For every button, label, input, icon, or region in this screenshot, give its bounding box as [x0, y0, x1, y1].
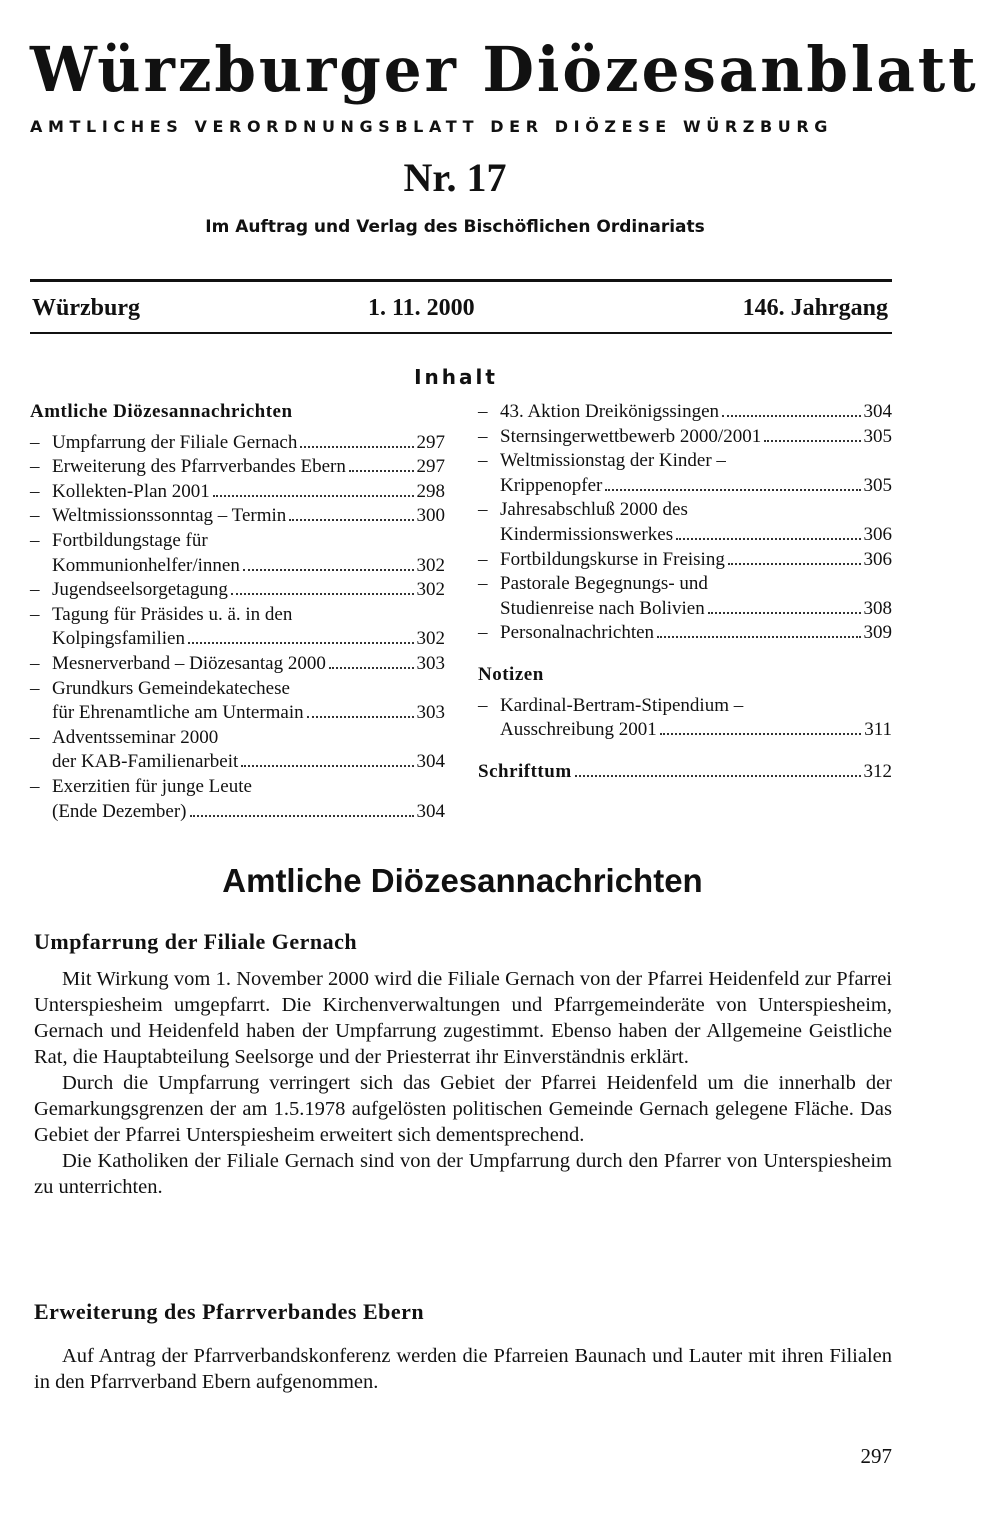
toc-entry-line	[52, 431, 445, 456]
toc-entry[interactable]	[478, 572, 892, 621]
toc-dash: –	[478, 450, 488, 472]
toc-dash: –	[30, 480, 40, 502]
toc-entry-text: Adventsseminar 2000	[52, 726, 219, 748]
toc-dash: –	[478, 573, 488, 595]
toc-entry-line	[52, 726, 445, 751]
toc-page-number: 309	[863, 622, 892, 644]
toc-entry-line	[500, 548, 892, 573]
toc-notizen-entries	[478, 694, 892, 743]
toc-page-number: 305	[863, 425, 892, 447]
toc-entry[interactable]	[30, 726, 445, 775]
toc-dash: –	[478, 694, 488, 716]
toc-leader	[231, 593, 414, 595]
toc-entry[interactable]	[30, 431, 445, 456]
toc-page-number: 300	[416, 505, 445, 527]
toc-page-number: 298	[416, 480, 445, 502]
toc-schrifttum-label: Schrifttum	[478, 760, 572, 782]
toc-dash: –	[30, 652, 40, 674]
toc-leader	[307, 716, 414, 718]
toc-entry-line	[52, 480, 445, 505]
toc-entry-text: Grundkurs Gemeindekatechese	[52, 677, 290, 699]
toc-entry[interactable]	[30, 677, 445, 726]
toc-entry-text: Personalnachrichten	[500, 622, 655, 644]
toc-leader	[728, 563, 861, 565]
toc-page-number: 302	[416, 579, 445, 601]
toc-leader	[329, 667, 414, 669]
toc-entry-line	[500, 449, 892, 474]
toc-page-number: 311	[864, 719, 892, 741]
toc-entry-line	[500, 572, 892, 597]
toc-entry[interactable]	[30, 529, 445, 578]
toc-entry[interactable]	[30, 578, 445, 603]
toc-entry-text: Pastorale Begegnungs- und	[500, 573, 708, 595]
toc-leader	[605, 489, 860, 491]
toc-dash: –	[30, 603, 40, 625]
toc-entry[interactable]	[478, 449, 892, 498]
toc-dash: –	[30, 579, 40, 601]
toc-page-number: 297	[416, 456, 445, 478]
toc-leader	[289, 519, 413, 521]
main-heading: Amtliche Diözesannachrichten	[222, 862, 703, 899]
toc-page-number: 312	[863, 760, 892, 782]
toc-entry-text: Kindermissionswerkes	[500, 523, 674, 545]
toc-entry-text: (Ende Dezember)	[52, 800, 187, 822]
toc-page-number: 304	[863, 401, 892, 422]
toc-entry-text: Kardinal-Bertram-Stipendium –	[500, 694, 744, 716]
toc-entry[interactable]	[478, 548, 892, 573]
body-paragraph: Mit Wirkung vom 1. November 2000 wird die Filiale Gernach von der Pfarrei Heidenfeld zur Pfarrei Unterspiesheim umgepfarrt. Die Kirchenverwaltungen und Pfarrgemeinderäte von Unterspiesheim, Gernach und Heidenfeld haben der Umpfarrung zugestimmt. Ebenso haben der Allgemeine Geistliche Rat, die Hauptabteilung Seelsorge und der Priesterrat ihr Einverständnis erklärt.	[34, 968, 892, 1068]
toc-title: Inhalt	[414, 365, 498, 389]
toc-entry-text: 43. Aktion Dreikönigssingen	[500, 401, 720, 422]
toc-entry-text: Jugendseelsorgetagung	[52, 579, 228, 601]
toc-section-label: Amtliche Diözesannachrichten	[30, 401, 293, 422]
toc-leader	[708, 612, 861, 614]
toc-entry-line	[52, 529, 445, 554]
toc-entry[interactable]	[478, 621, 892, 646]
toc-left-entries	[30, 431, 445, 825]
toc-entry-line	[52, 603, 445, 628]
toc-entry-text: Exerzitien für junge Leute	[52, 775, 252, 797]
toc-dash: –	[478, 548, 488, 570]
toc-page-number: 305	[863, 474, 892, 496]
toc-entry-text: Weltmissionssonntag – Termin	[52, 505, 287, 527]
toc-entry-text: Kommunionhelfer/innen	[52, 554, 240, 576]
toc-entry[interactable]	[30, 652, 445, 677]
toc-entry[interactable]	[30, 603, 445, 652]
toc-entry[interactable]	[478, 694, 892, 743]
toc-entry-line	[52, 578, 445, 603]
toc-dash: –	[30, 726, 40, 748]
toc-entry-line	[52, 750, 445, 775]
toc-dash: –	[30, 677, 40, 699]
toc-leader	[676, 538, 860, 540]
toc-dash: –	[478, 499, 488, 521]
toc-right-column	[478, 400, 892, 784]
toc-dash: –	[478, 425, 488, 447]
toc-leader	[722, 415, 860, 417]
toc-leader	[241, 765, 413, 767]
toc-page-number: 303	[416, 652, 445, 674]
toc-leader	[213, 495, 414, 497]
section-body-erweiterung	[34, 1343, 892, 1395]
toc-entry-line	[52, 652, 445, 677]
toc-entry-text: der KAB-Familienarbeit	[52, 751, 239, 773]
toc-page-number: 297	[416, 431, 445, 453]
toc-entry-text: Fortbildungskurse in Freising	[500, 548, 725, 570]
toc-entry[interactable]	[30, 455, 445, 480]
toc-leader	[349, 470, 414, 472]
toc-entry-line	[500, 694, 892, 719]
toc-notizen-label: Notizen	[478, 663, 544, 685]
toc-page-number: 302	[416, 554, 445, 576]
publication-title: Würzburger Diözesanblatt	[30, 33, 979, 106]
toc-entry-line	[500, 621, 892, 646]
toc-left-column	[30, 400, 445, 824]
toc-page-number: 308	[863, 597, 892, 619]
toc-entry-line	[52, 504, 445, 529]
section-heading-umpfarrung: Umpfarrung der Filiale Gernach	[34, 929, 358, 954]
toc-entry[interactable]	[478, 425, 892, 450]
toc-entry-text: Fortbildungstage für	[52, 529, 208, 551]
toc-entry-line	[52, 800, 445, 825]
toc-entry-line	[500, 597, 892, 622]
toc-page-number: 304	[416, 800, 445, 822]
section-body-umpfarrung	[34, 966, 892, 1200]
toc-leader	[188, 642, 414, 644]
publisher-line: Im Auftrag und Verlag des Bischöflichen Ordinariats	[205, 217, 705, 237]
dateline-volume: 146. Jahrgang	[742, 295, 888, 321]
toc-entry-text: Sternsingerwettbewerb 2000/2001	[500, 425, 762, 447]
toc-entry-text: Umpfarrung der Filiale Gernach	[52, 431, 298, 453]
toc-entry-text: Studienreise nach Bolivien	[500, 597, 705, 619]
toc-dash: –	[478, 401, 488, 422]
toc-entry-text: Kolpingsfamilien	[52, 628, 185, 650]
toc-page-number: 302	[416, 628, 445, 650]
publication-subtitle: AMTLICHES VERORDNUNGSBLATT DER DIÖZESE WÜRZBURG	[30, 117, 833, 136]
toc-entry-line	[52, 701, 445, 726]
toc-entry-text: Ausschreibung 2001	[500, 719, 657, 741]
toc-entry-text: Erweiterung des Pfarrverbandes Ebern	[52, 456, 346, 478]
toc-entry-text: Jahresabschluß 2000 des	[500, 499, 688, 521]
page-number: 297	[860, 1444, 892, 1468]
toc-leader	[660, 733, 861, 735]
toc-entry-text: Weltmissionstag der Kinder –	[500, 450, 726, 472]
toc-entry[interactable]	[30, 775, 445, 824]
toc-leader	[764, 440, 860, 442]
toc-entry-line	[500, 523, 892, 548]
toc-leader	[300, 446, 413, 448]
body-paragraph: Auf Antrag der Pfarrverbandskonferenz werden die Pfarreien Baunach und Lauter mit ihren Filialen in den Pfarrverband Ebern aufgenommen.	[34, 1345, 892, 1393]
toc-entry[interactable]	[478, 498, 892, 547]
body-paragraph: Durch die Umpfarrung verringert sich das Gebiet der Pfarrei Heidenfeld um die innerhalb der Gemarkungsgrenzen der am 1.5.1978 aufgelösten politischen Gemeinde Gernach gelegene Fläche. Das Gebiet der Pfarrei Unterspiesheim erweitert sich dementsprechend.	[34, 1072, 892, 1146]
toc-dash: –	[30, 431, 40, 453]
toc-dash: –	[30, 505, 40, 527]
toc-page-number: 304	[416, 751, 445, 773]
toc-schrifttum-entry[interactable]	[478, 760, 892, 785]
toc-entry-line	[500, 425, 892, 450]
toc-entry-line	[500, 474, 892, 499]
dateline-place: Würzburg	[32, 295, 140, 321]
toc-entry-line	[52, 775, 445, 800]
toc-entry[interactable]	[30, 480, 445, 505]
toc-leader	[243, 569, 414, 571]
body-paragraph: Die Katholiken der Filiale Gernach sind von der Umpfarrung durch den Pfarrer von Unterspiesheim zu unterrichten.	[34, 1150, 892, 1198]
toc-entry[interactable]	[30, 504, 445, 529]
toc-leader	[575, 775, 861, 777]
toc-page-number: 303	[416, 702, 445, 724]
toc-entry-text: Krippenopfer	[500, 474, 603, 496]
toc-dash: –	[30, 529, 40, 551]
toc-leader	[190, 815, 414, 817]
toc-entry-line	[500, 498, 892, 523]
toc-page-number: 306	[863, 548, 892, 570]
toc-page-number: 306	[863, 523, 892, 545]
toc-entry-line	[52, 554, 445, 579]
toc-entry-text: für Ehrenamtliche am Untermain	[52, 702, 304, 724]
toc-entry-text: Kollekten-Plan 2001	[52, 480, 210, 502]
toc-entry-line	[52, 627, 445, 652]
bottom-rule	[30, 332, 892, 334]
toc-leader	[657, 636, 860, 638]
toc-entry-line	[500, 718, 892, 743]
toc-entry-line	[500, 400, 892, 425]
toc-entry-text: Tagung für Präsides u. ä. in den	[52, 603, 293, 625]
toc-dash: –	[30, 456, 40, 478]
toc-dash: –	[478, 622, 488, 644]
toc-entry-line	[52, 455, 445, 480]
toc-dash: –	[30, 775, 40, 797]
issue-number: Nr. 17	[403, 155, 507, 200]
toc-right-entries	[478, 400, 892, 646]
toc-entry-line	[52, 677, 445, 702]
toc-entry[interactable]	[478, 400, 892, 425]
dateline-date: 1. 11. 2000	[368, 295, 475, 321]
top-rule	[30, 279, 892, 282]
section-heading-erweiterung: Erweiterung des Pfarrverbandes Ebern	[34, 1299, 425, 1324]
toc-entry-text: Mesnerverband – Diözesantag 2000	[52, 652, 326, 674]
